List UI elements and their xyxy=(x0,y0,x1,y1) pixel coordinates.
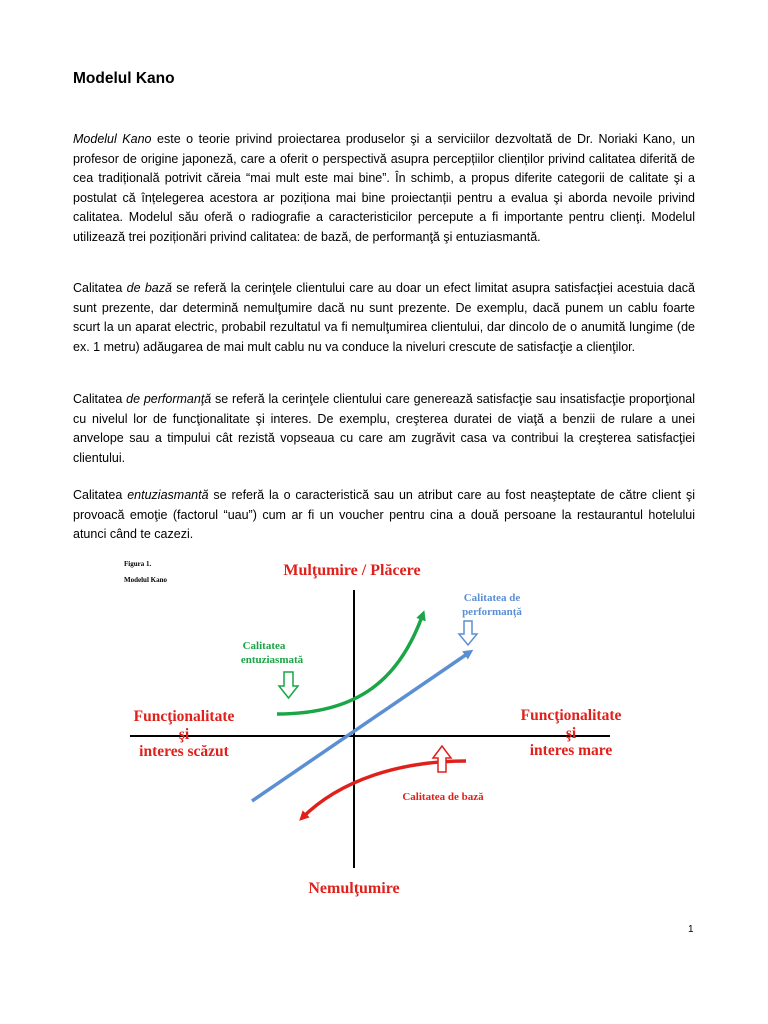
paragraph-intro xyxy=(73,130,695,248)
excitement-down-arrow-icon xyxy=(279,672,298,698)
right-label-line: şi xyxy=(565,725,577,742)
performance-label-line: performanţă xyxy=(462,606,522,618)
paragraph-emphasis: de bază xyxy=(126,281,172,295)
paragraph-lead: Calitatea xyxy=(73,281,127,295)
paragraph-body: este o teorie privind proiectarea produselor şi a serviciilor dezvoltată de Dr. Noriaki Kano, un profesor de origine japoneză, care a oferit o perspectivă asupra percepțiilor clienților privind calitatea diferită de cea tradițională potrivit căreia “mai mult este mai bine”. În schimb, a propus diferite categorii de calitate şi a postulat că înțelegerea acestora ar poziționa mai bine proiectanții pentru a evalua şi aborda nevoile privind calitatea. Modelul său oferă o radiografie a caracteristicilor percepute a fi importante pentru clienţi. Modelul utilizează trei poziționări privind calitatea: de bază, de performanţă şi entuziasmantă. xyxy=(73,132,695,244)
figure-label: Figura 1. xyxy=(124,560,152,568)
left-label-line: Funcţionalitate xyxy=(133,708,235,725)
paragraph-emphasis: entuziasmantă xyxy=(127,488,209,502)
left-label-line: interes scăzut xyxy=(139,743,229,760)
paragraph-emphasis: de performanţă xyxy=(126,392,212,406)
basic-up-arrow-icon xyxy=(433,746,451,772)
page-number: 1 xyxy=(688,924,694,935)
kano-model-figure xyxy=(100,548,660,910)
excitement-quality-label xyxy=(241,640,304,666)
excitement-label-line: entuziasmată xyxy=(240,654,304,666)
paragraph-body: se referă la o caracteristică sau un atribut care au fost neaşteptate de către client şi provoacă emoţie (factorul “uau”) cum ar fi un voucher pentru cina a două persoane la restaurantul hotelului atunci când te cazezi. xyxy=(73,488,696,542)
paragraph-body: se referă la cerinţele clientului care au doar un efect limitat asupra satisfacţiei acestuia dacă sunt prezente, dar determină nemulţumire dacă nu sunt prezente. De exemplu, dacă punem un cablu foarte scurt la un aparat electric, probabil rezultatul va fi nemulţumirea clientului, dar dincolo de o anumită lungime (de ex. 1 metru) adăugarea de mai mult cablu nu va conduce la niveluri crescute de satisfacţie a clienţilor. xyxy=(73,281,696,354)
paragraph-emphasis: Modelul Kano xyxy=(73,132,152,146)
figure-caption: Modelul Kano xyxy=(124,576,167,584)
top-axis-label: Mulţumire / Plăcere xyxy=(283,562,421,579)
bottom-axis-label: Nemulţumire xyxy=(308,880,400,897)
left-label-line: şi xyxy=(178,726,190,743)
left-axis-label xyxy=(134,708,235,760)
performance-down-arrow-icon xyxy=(459,621,477,645)
performance-quality-label xyxy=(462,592,522,618)
paragraph-basic-quality xyxy=(73,279,695,357)
paragraph-lead: Calitatea xyxy=(73,488,128,502)
paragraph-body: se referă la cerinţele clientului care generează satisfacţie sau insatisfacţie proporţional cu nivelul lor de funcţionalitate şi interes. De exemplu, creşterea duratei de viaţă a benzii de rulare a unei anvelope sau a timpului cât rezistă vopseaua cu care am zugrăvit casa va contribui la creşterea satisfacţiei clientului. xyxy=(73,392,695,465)
right-label-line: Funcţionalitate xyxy=(520,707,622,724)
paragraph-performance-quality xyxy=(73,390,695,468)
paragraph-lead: Calitatea xyxy=(73,392,127,406)
performance-label-line: Calitatea de xyxy=(463,592,521,604)
right-axis-label xyxy=(521,707,622,759)
paragraph-excitement-quality xyxy=(73,486,695,545)
basic-quality-label: Calitatea de bază xyxy=(402,791,484,803)
page-title: Modelul Kano xyxy=(73,70,175,87)
right-label-line: interes mare xyxy=(529,742,613,759)
excitement-label-line: Calitatea xyxy=(242,640,286,652)
